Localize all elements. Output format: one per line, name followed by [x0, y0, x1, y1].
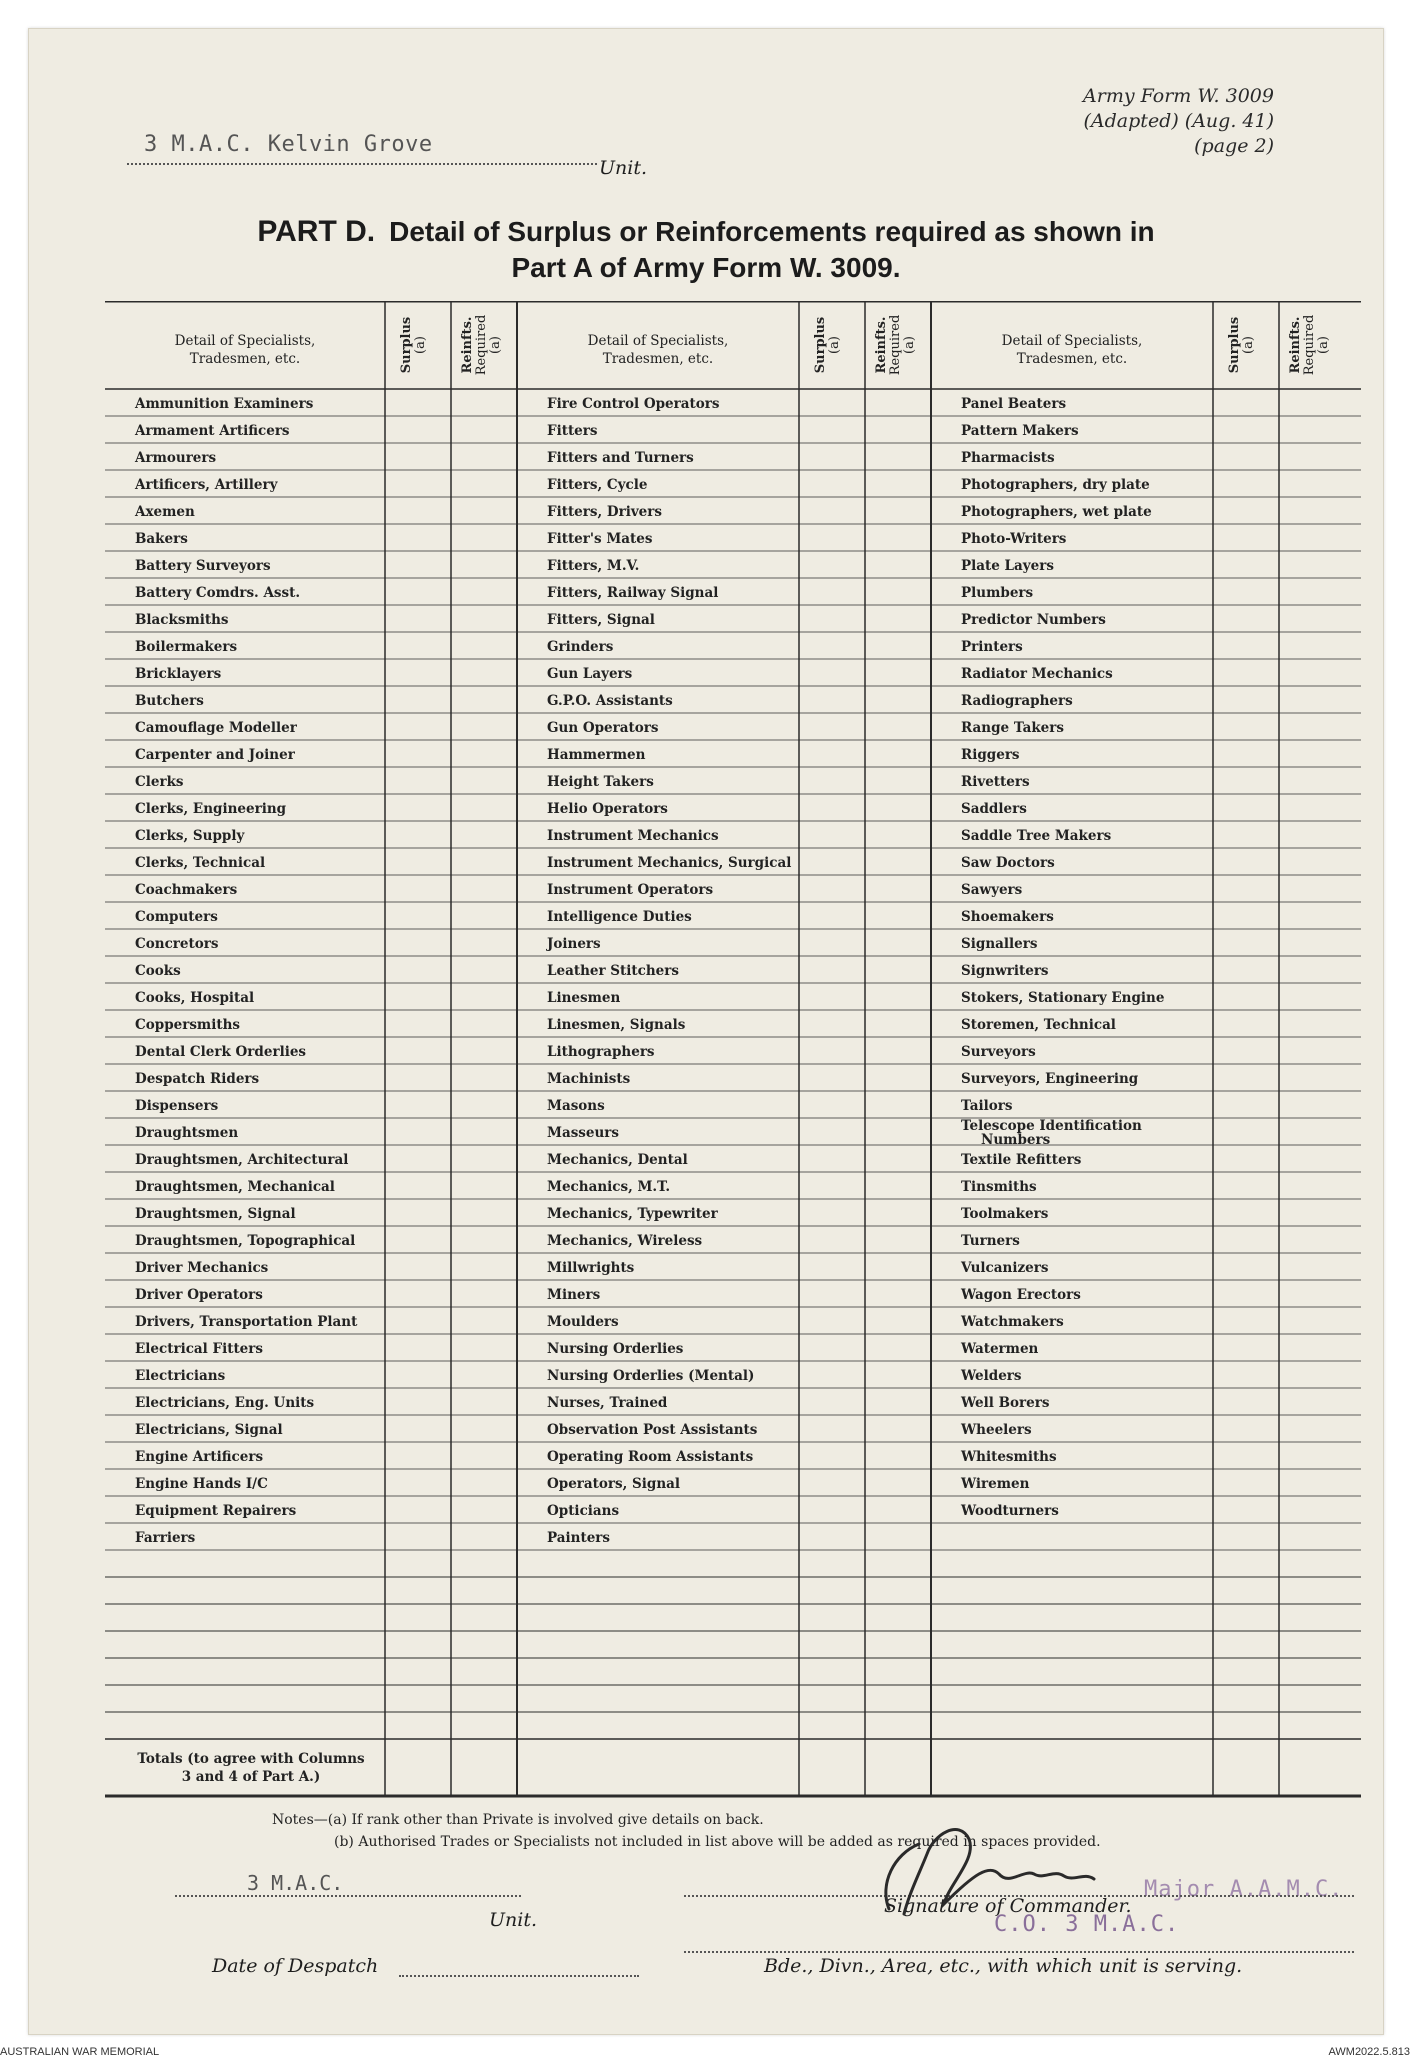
column-header-label: Detail of Specialists,: [587, 333, 729, 349]
trade-item: Bakers: [135, 531, 188, 547]
trade-item: Draughtsmen, Architectural: [135, 1152, 349, 1168]
trade-item: Shoemakers: [961, 909, 1054, 925]
trade-item: Intelligence Duties: [547, 909, 692, 925]
trade-item: Numbers: [981, 1132, 1051, 1148]
signature-stroke: [886, 1830, 1094, 1914]
trade-item: Fitters, Signal: [547, 612, 655, 628]
trade-item: Masseurs: [547, 1125, 620, 1141]
trade-item: Clerks: [135, 774, 184, 790]
trade-item: Linesmen: [547, 990, 621, 1006]
trade-item: Tailors: [961, 1098, 1013, 1114]
trade-item: Driver Mechanics: [135, 1260, 269, 1276]
trade-item: Axemen: [135, 504, 195, 520]
trade-item: Painters: [547, 1530, 611, 1546]
archive-id: AWM2022.5.813: [1328, 2046, 1410, 2058]
part-label: PART D.: [257, 215, 376, 248]
surplus-header: Surplus: [399, 316, 414, 374]
column-header-label: Tradesmen, etc.: [189, 351, 301, 367]
column-header-label: Tradesmen, etc.: [602, 351, 714, 367]
trade-item: Mechanics, Typewriter: [547, 1206, 718, 1222]
footer-typed-unit: 3 M.A.C.: [247, 1871, 344, 1895]
trade-item: Height Takers: [547, 774, 654, 790]
handwritten-signature: [849, 1814, 1149, 1924]
trade-item: Millwrights: [547, 1260, 635, 1276]
trade-item: Saddle Tree Makers: [961, 828, 1112, 844]
reinf-sub: (a): [902, 336, 917, 354]
trade-item: Photo-Writers: [961, 531, 1067, 547]
trade-item: Plumbers: [961, 585, 1034, 601]
form-reference: [1014, 84, 1274, 159]
trade-item: Machinists: [547, 1071, 631, 1087]
despatch-line: [399, 1975, 639, 1977]
trade-item: Cooks, Hospital: [135, 990, 255, 1006]
bde-line: [684, 1951, 1354, 1953]
trade-item: Telescope Identification: [961, 1118, 1142, 1134]
trade-item: Electricians, Eng. Units: [135, 1395, 315, 1411]
trade-item: Nursing Orderlies: [547, 1341, 684, 1357]
trade-item: Clerks, Technical: [135, 855, 266, 871]
trade-item: Coppersmiths: [135, 1017, 240, 1033]
trade-item: Leather Stitchers: [547, 963, 679, 979]
trade-item: Draughtsmen, Mechanical: [135, 1179, 335, 1195]
trade-item: Operators, Signal: [547, 1476, 681, 1492]
trade-item: Radiographers: [961, 693, 1073, 709]
trade-item: Electrical Fitters: [135, 1341, 263, 1357]
trade-item: Surveyors, Engineering: [961, 1071, 1139, 1087]
trade-item: Range Takers: [961, 720, 1064, 736]
trade-item: Watermen: [961, 1341, 1039, 1357]
trade-item: Battery Comdrs. Asst.: [135, 585, 301, 601]
trade-item: Wagon Erectors: [961, 1287, 1081, 1303]
trade-item: Fitters, Cycle: [547, 477, 648, 493]
trade-item: Equipment Repairers: [135, 1503, 297, 1519]
trade-item: Signallers: [961, 936, 1038, 952]
trade-item: Fitter's Mates: [547, 531, 653, 547]
trade-item: Coachmakers: [135, 882, 238, 898]
footer-unit-label: Unit.: [489, 1909, 538, 1931]
form-number: Army Form W. 3009: [1083, 85, 1274, 107]
trade-item: Watchmakers: [961, 1314, 1064, 1330]
trade-item: Saw Doctors: [961, 855, 1055, 871]
trade-item: Fire Control Operators: [547, 396, 720, 412]
trade-item: Electricians: [135, 1368, 226, 1384]
page-title: [29, 214, 1383, 286]
despatch-label: Date of Despatch: [212, 1955, 379, 1977]
trade-item: Operating Room Assistants: [547, 1449, 754, 1465]
trade-item: Bricklayers: [135, 666, 222, 682]
trade-item: Sawyers: [961, 882, 1023, 898]
trade-item: Draughtsmen, Signal: [135, 1206, 296, 1222]
trade-item: Joiners: [547, 936, 601, 952]
trade-item: Nurses, Trained: [547, 1395, 668, 1411]
trade-item: Vulcanizers: [961, 1260, 1049, 1276]
trade-item: Toolmakers: [961, 1206, 1049, 1222]
reinf-header: Reinfts.: [874, 316, 889, 374]
trade-item: Hammermen: [547, 747, 646, 763]
reinf-header: Required: [888, 314, 903, 376]
trade-item: Well Borers: [961, 1395, 1050, 1411]
surplus-sub: (a): [1241, 336, 1256, 354]
trade-item: Engine Hands I/C: [135, 1476, 268, 1492]
trade-item: Carpenter and Joiner: [135, 747, 295, 763]
trade-item: Turners: [961, 1233, 1020, 1249]
trade-item: Mechanics, Wireless: [547, 1233, 703, 1249]
trade-item: Grinders: [547, 639, 614, 655]
trade-item: Rivetters: [961, 774, 1030, 790]
trade-item: Armament Artificers: [135, 423, 290, 439]
trade-item: Instrument Mechanics, Surgical: [547, 855, 792, 871]
trade-item: Nursing Orderlies (Mental): [547, 1368, 755, 1384]
trade-item: Mechanics, M.T.: [547, 1179, 671, 1195]
trade-item: Farriers: [135, 1530, 196, 1546]
trade-item: Artificers, Artillery: [135, 477, 278, 493]
trade-item: Stokers, Stationary Engine: [961, 990, 1165, 1006]
totals-label: Totals (to agree with Columns: [137, 1751, 365, 1767]
note-b: (b) Authorised Trades or Specialists not included in list above will be added as required in spaces provided.: [334, 1834, 1101, 1850]
trade-item: Fitters: [547, 423, 598, 439]
trade-item: Electricians, Signal: [135, 1422, 283, 1438]
trade-item: Mechanics, Dental: [547, 1152, 688, 1168]
trade-item: Signwriters: [961, 963, 1049, 979]
trade-item: Photographers, wet plate: [961, 504, 1152, 520]
surplus-header: Surplus: [813, 316, 828, 374]
trade-item: Photographers, dry plate: [961, 477, 1150, 493]
bde-label: Bde., Divn., Area, etc., with which unit is serving.: [764, 1955, 1243, 1977]
trade-item: Saddlers: [961, 801, 1027, 817]
trade-item: Predictor Numbers: [961, 612, 1106, 628]
trade-item: Cooks: [135, 963, 181, 979]
surplus-sub: (a): [827, 336, 842, 354]
stamp-office: C.O. 3 M.A.C.: [994, 1912, 1180, 1937]
trade-item: Dispensers: [135, 1098, 219, 1114]
trade-item: Engine Artificers: [135, 1449, 264, 1465]
stamp-rank: Major A.A.M.C.: [1144, 1877, 1344, 1902]
trade-item: Panel Beaters: [961, 396, 1067, 412]
trade-item: Gun Operators: [547, 720, 659, 736]
trade-item: Opticians: [547, 1503, 620, 1519]
trade-item: Despatch Riders: [135, 1071, 260, 1087]
column-header-label: Tradesmen, etc.: [1016, 351, 1128, 367]
form-edition: (Adapted) (Aug. 41): [1083, 110, 1274, 132]
unit-dotted-line: [127, 163, 597, 165]
trade-item: Textile Refitters: [961, 1152, 1082, 1168]
trade-item: Butchers: [135, 693, 204, 709]
trade-item: Miners: [547, 1287, 601, 1303]
totals-label: 3 and 4 of Part A.): [181, 1769, 321, 1785]
reinf-header: Reinfts.: [1288, 316, 1303, 374]
trade-item: Blacksmiths: [135, 612, 229, 628]
trade-item: Fitters, Drivers: [547, 504, 662, 520]
trade-item: Lithographers: [547, 1044, 655, 1060]
note-a: Notes—(a) If rank other than Private is involved give details on back.: [272, 1812, 764, 1828]
reinf-header: Reinfts.: [460, 316, 475, 374]
trade-item: Instrument Operators: [547, 882, 714, 898]
trade-item: Tinsmiths: [961, 1179, 1037, 1195]
reinf-header: Required: [1302, 314, 1317, 376]
trade-item: Moulders: [547, 1314, 619, 1330]
trade-item: Linesmen, Signals: [547, 1017, 686, 1033]
trade-item: Drivers, Transportation Plant: [135, 1314, 358, 1330]
column-header-label: Detail of Specialists,: [1001, 333, 1143, 349]
trade-item: Boilermakers: [135, 639, 238, 655]
form-sheet: [28, 28, 1384, 2035]
trade-item: Welders: [961, 1368, 1022, 1384]
trade-item: G.P.O. Assistants: [547, 693, 673, 709]
unit-label: Unit.: [599, 157, 648, 179]
trade-item: Plate Layers: [961, 558, 1054, 574]
trade-item: Pattern Makers: [961, 423, 1079, 439]
surplus-sub: (a): [413, 336, 428, 354]
trade-item: Clerks, Engineering: [135, 801, 287, 817]
trade-item: Computers: [135, 909, 218, 925]
trade-item: Wheelers: [961, 1422, 1032, 1438]
signature-label: Signature of Commander.: [884, 1895, 1132, 1917]
trade-item: Battery Surveyors: [135, 558, 271, 574]
trade-item: Pharmacists: [961, 450, 1055, 466]
trade-item: Fitters, Railway Signal: [547, 585, 719, 601]
trade-item: Dental Clerk Orderlies: [135, 1044, 307, 1060]
trade-item: Printers: [961, 639, 1023, 655]
trade-item: Fitters, M.V.: [547, 558, 640, 574]
trades-table: [105, 301, 1361, 1806]
archive-credit: AUSTRALIAN WAR MEMORIAL: [0, 2046, 160, 2058]
trade-item: Helio Operators: [547, 801, 668, 817]
trade-item: Wiremen: [961, 1476, 1030, 1492]
trade-item: Gun Layers: [547, 666, 633, 682]
trade-item: Concretors: [135, 936, 219, 952]
trade-item: Storemen, Technical: [961, 1017, 1116, 1033]
reinf-sub: (a): [1316, 336, 1331, 354]
trade-item: Driver Operators: [135, 1287, 263, 1303]
trade-item: Surveyors: [961, 1044, 1036, 1060]
trade-item: Fitters and Turners: [547, 450, 694, 466]
column-header-label: Detail of Specialists,: [174, 333, 316, 349]
footer-unit-line: [175, 1895, 521, 1897]
trade-item: Draughtsmen, Topographical: [135, 1233, 356, 1249]
form-page: (page 2): [1194, 135, 1274, 157]
trade-item: Instrument Mechanics: [547, 828, 719, 844]
trade-item: Masons: [547, 1098, 605, 1114]
typed-unit-name: 3 M.A.C. Kelvin Grove: [144, 132, 433, 157]
trade-item: Whitesmiths: [961, 1449, 1057, 1465]
trade-item: Observation Post Assistants: [547, 1422, 758, 1438]
surplus-header: Surplus: [1227, 316, 1242, 374]
trade-item: Armourers: [135, 450, 217, 466]
title-line-1: Detail of Surplus or Reinforcements required as shown in: [389, 216, 1155, 247]
trade-item: Radiator Mechanics: [961, 666, 1113, 682]
trade-item: Riggers: [961, 747, 1020, 763]
title-line-2: Part A of Army Form W. 3009.: [511, 252, 901, 283]
trade-item: Clerks, Supply: [135, 828, 245, 844]
trade-item: Camouflage Modeller: [135, 720, 297, 736]
trade-item: Ammunition Examiners: [135, 396, 314, 412]
reinf-header: Required: [474, 314, 489, 376]
trade-item: Draughtsmen: [135, 1125, 239, 1141]
trade-item: Woodturners: [961, 1503, 1059, 1519]
reinf-sub: (a): [488, 336, 503, 354]
